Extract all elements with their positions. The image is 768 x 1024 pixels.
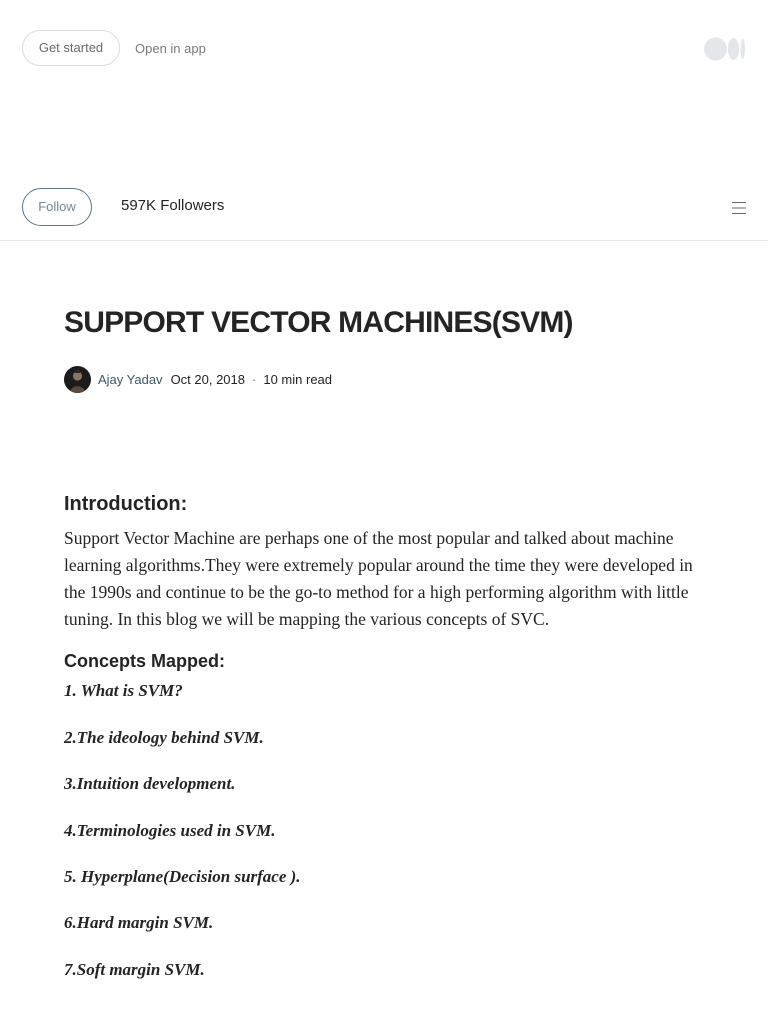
follow-button[interactable]: Follow bbox=[22, 188, 92, 226]
concept-item: 2.The ideology behind SVM. bbox=[64, 728, 264, 747]
top-bar bbox=[0, 0, 768, 96]
concept-item: 7.Soft margin SVM. bbox=[64, 960, 205, 979]
concept-item: 1. What is SVM? bbox=[64, 681, 183, 700]
publish-date: Oct 20, 2018 bbox=[170, 371, 246, 387]
concept-item: 6.Hard margin SVM. bbox=[64, 913, 214, 932]
concept-item: 5. Hyperplane(Decision surface ). bbox=[64, 867, 301, 886]
author-avatar[interactable] bbox=[64, 366, 91, 393]
article-title: SUPPORT VECTOR MACHINES(SVM) bbox=[64, 306, 573, 339]
concepts-heading: Concepts Mapped: bbox=[64, 651, 226, 671]
get-started-button[interactable]: Get started bbox=[22, 30, 120, 66]
open-in-app-link[interactable]: Open in app bbox=[135, 41, 206, 56]
concept-item: 4.Terminologies used in SVM. bbox=[64, 821, 276, 840]
menu-icon[interactable] bbox=[731, 200, 747, 216]
byline bbox=[64, 365, 332, 393]
author-avatar-image bbox=[64, 366, 91, 393]
read-time: 10 min read bbox=[263, 371, 333, 387]
publication-bar bbox=[0, 176, 768, 241]
author-name-link[interactable]: Ajay Yadav bbox=[98, 371, 163, 387]
followers-count: 597K Followers bbox=[121, 197, 225, 214]
byline-separator: · bbox=[252, 371, 257, 387]
medium-logo-icon[interactable] bbox=[704, 37, 746, 61]
introduction-paragraph: Support Vector Machine are perhaps one of the most popular and talked about machine learning algorithms.They were extremely popular around the time they were developed in the 1990s and continue to be the go-to method for a high performing algorithm with little tuning. In this blog we will be mapping the various concepts of SVC. bbox=[64, 528, 693, 629]
introduction-heading: Introduction: bbox=[64, 493, 188, 515]
concept-item: 3.Intuition development. bbox=[64, 774, 236, 793]
